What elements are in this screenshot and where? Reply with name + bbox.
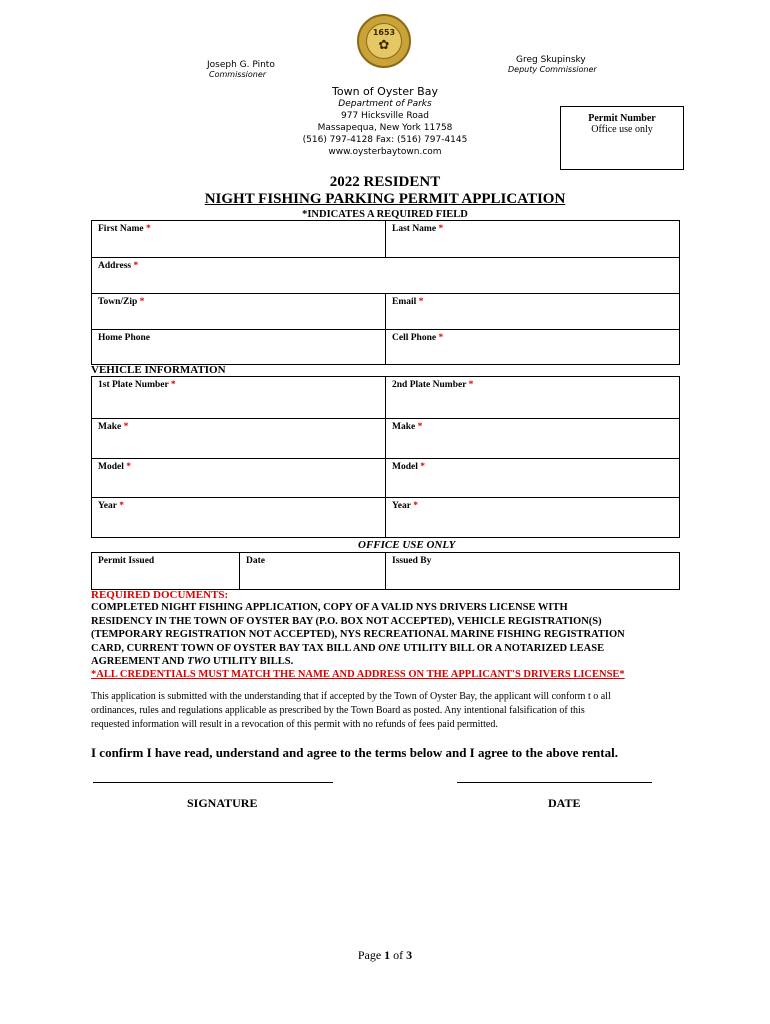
page-of: of bbox=[390, 948, 407, 962]
town-zip-label: Town/Zip bbox=[98, 297, 138, 307]
form-title: NIGHT FISHING PARKING PERMIT APPLICATION bbox=[204, 191, 566, 207]
model2-label: Model bbox=[392, 462, 418, 472]
make1-label: Make bbox=[98, 422, 122, 432]
plate2-label: 2nd Plate Number bbox=[392, 380, 467, 390]
required-field-text: *INDICATES A REQUIRED FIELD bbox=[302, 209, 468, 220]
disclaimer-line-1: This application is submitted with the understanding that if accepted by the Town of Oyster Bay, the applicant will conform t o all bbox=[91, 691, 611, 702]
applicant-info-grid bbox=[91, 220, 680, 365]
deputy-commissioner-block bbox=[508, 55, 597, 74]
year2-label: Year bbox=[392, 501, 411, 511]
issued-by-label: Issued By bbox=[392, 556, 432, 566]
model2-field[interactable]: Model * bbox=[386, 459, 679, 498]
first-name-field[interactable]: First Name * bbox=[92, 221, 386, 258]
plate1-field[interactable]: 1st Plate Number * bbox=[92, 377, 386, 419]
year1-field[interactable]: Year * bbox=[92, 498, 386, 537]
date-field bbox=[240, 553, 386, 589]
first-name-label: First Name bbox=[98, 224, 144, 234]
req-line-4a: CARD, CURRENT TOWN OF OYSTER BAY TAX BILL AND bbox=[91, 642, 379, 654]
bird-icon: ✿ bbox=[378, 38, 390, 53]
website: www.oysterbaytown.com bbox=[328, 147, 442, 157]
make2-field[interactable]: Make * bbox=[386, 419, 679, 459]
page-total: 3 bbox=[406, 948, 413, 962]
form-year-title: 2022 RESIDENT bbox=[329, 174, 441, 190]
permit-issued-field bbox=[92, 553, 240, 589]
deputy-name: Greg Skupinsky bbox=[516, 55, 586, 65]
year1-label: Year bbox=[98, 501, 117, 511]
date-sign-label: DATE bbox=[548, 796, 581, 810]
office-use-grid bbox=[91, 552, 680, 590]
town-zip-field[interactable]: Town/Zip * bbox=[92, 294, 386, 330]
permit-issued-label: Permit Issued bbox=[98, 556, 155, 566]
city-address: Massapequa, New York 11758 bbox=[317, 123, 453, 133]
issued-by-field bbox=[386, 553, 679, 589]
make2-label: Make bbox=[392, 422, 416, 432]
phone-fax: (516) 797-4128 Fax: (516) 797-4145 bbox=[302, 135, 468, 145]
required-field-note bbox=[0, 209, 770, 220]
disclaimer-line-2: ordinances, rules and regulations applicable as prescribed by the Town Board as posted. Any intentional falsification of this bbox=[91, 705, 585, 716]
office-use-heading: OFFICE USE ONLY bbox=[358, 539, 456, 551]
permit-number-box bbox=[560, 106, 684, 170]
letterhead bbox=[270, 86, 500, 158]
vehicle-info-heading: VEHICLE INFORMATION bbox=[91, 364, 226, 376]
req-line-4b: ONE bbox=[378, 642, 401, 654]
commissioner-name: Joseph G. Pinto bbox=[207, 60, 275, 70]
model1-label: Model bbox=[98, 462, 124, 472]
required-docs-body bbox=[91, 601, 691, 669]
date-label: Date bbox=[246, 556, 265, 566]
req-line-5a: AGREEMENT AND bbox=[91, 656, 188, 667]
seal-year: 1653 bbox=[372, 28, 396, 37]
make1-field[interactable]: Make * bbox=[92, 419, 386, 459]
date-line[interactable] bbox=[457, 782, 652, 783]
plate2-field[interactable]: 2nd Plate Number * bbox=[386, 377, 679, 419]
street-address: 977 Hicksville Road bbox=[341, 111, 429, 121]
seal-center bbox=[366, 23, 402, 59]
signature-line[interactable] bbox=[93, 782, 333, 783]
disclaimer-paragraph bbox=[91, 690, 691, 732]
last-name-field[interactable]: Last Name * bbox=[386, 221, 679, 258]
required-documents bbox=[91, 589, 691, 680]
home-phone-label: Home Phone bbox=[98, 333, 150, 343]
department-name: Department of Parks bbox=[338, 99, 432, 109]
cell-phone-label: Cell Phone bbox=[392, 333, 437, 343]
address-field[interactable]: Address * bbox=[92, 258, 679, 294]
model1-field[interactable]: Model * bbox=[92, 459, 386, 498]
signature-label: SIGNATURE bbox=[187, 796, 258, 810]
cell-phone-field[interactable]: Cell Phone * bbox=[392, 333, 444, 343]
commissioner-block bbox=[207, 60, 275, 79]
required-docs-heading: REQUIRED DOCUMENTS: bbox=[91, 589, 229, 601]
email-field[interactable]: Email * bbox=[386, 294, 679, 330]
req-line-5 bbox=[91, 655, 691, 669]
town-seal bbox=[357, 14, 411, 68]
plate1-label: 1st Plate Number bbox=[98, 380, 169, 390]
req-line-3: (TEMPORARY REGISTRATION NOT ACCEPTED), NYS RECREATIONAL MARINE FISHING REGISTRATION bbox=[91, 629, 625, 640]
page-prefix: Page bbox=[357, 948, 385, 962]
confirmation-statement: I confirm I have read, understand and agree to the terms below and I agree to the above rental. bbox=[91, 745, 618, 760]
req-line-1: COMPLETED NIGHT FISHING APPLICATION, COPY OF A VALID NYS DRIVERS LICENSE WITH bbox=[91, 602, 568, 613]
req-line-4c: UTILITY BILL OR A NOTARIZED LEASE bbox=[400, 642, 605, 654]
town-name: Town of Oyster Bay bbox=[332, 85, 438, 98]
year2-field[interactable]: Year * bbox=[392, 501, 418, 511]
page-indicator bbox=[0, 948, 770, 963]
vehicle-info-grid bbox=[91, 376, 680, 538]
deputy-title: Deputy Commissioner bbox=[508, 65, 597, 74]
req-line-5b: TWO bbox=[187, 656, 211, 667]
permit-number-label: Permit Number bbox=[588, 113, 656, 124]
commissioner-title: Commissioner bbox=[209, 70, 267, 79]
req-line-5c: UTILITY BILLS. bbox=[210, 656, 294, 667]
req-line-2: RESIDENCY IN THE TOWN OF OYSTER BAY (P.O. BOX NOT ACCEPTED), VEHICLE REGISTRATION(S) bbox=[91, 615, 602, 627]
req-line-4 bbox=[91, 642, 691, 656]
last-name-label: Last Name bbox=[392, 224, 437, 234]
email-label: Email bbox=[392, 297, 417, 307]
home-phone-field[interactable] bbox=[92, 330, 386, 364]
address-label: Address bbox=[98, 261, 132, 271]
credentials-warning: *ALL CREDENTIALS MUST MATCH THE NAME AND ADDRESS ON THE APPLICANT'S DRIVERS LICENSE* bbox=[91, 668, 625, 680]
disclaimer-line-3: requested information will result in a revocation of this permit with no refunds of fees paid permitted. bbox=[91, 719, 498, 730]
permit-office-note: Office use only bbox=[591, 124, 653, 135]
page-number: 1 bbox=[384, 948, 391, 962]
